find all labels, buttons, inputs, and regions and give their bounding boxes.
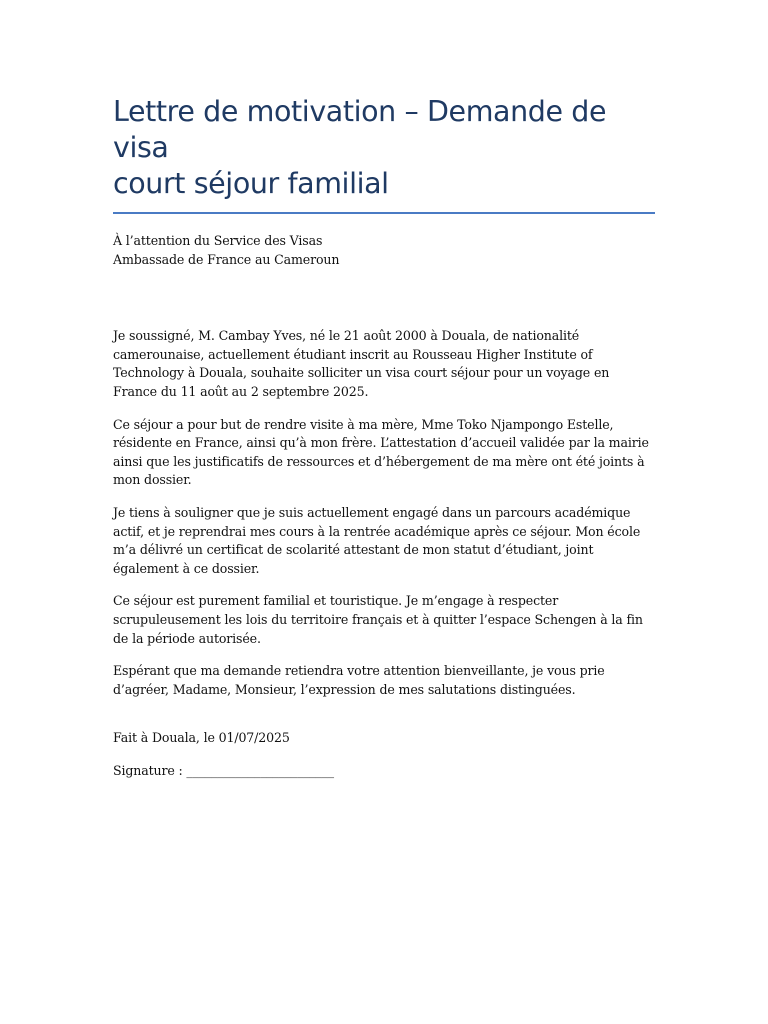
paragraph-studies: Je tiens à souligner que je suis actuellement engagé dans un parcours académique actif, et je reprendrai mes cours à la rentrée académique après ce séjour. Mon école m’a délivré un certificat de scolarité attestant de mon statut d’étudiant, joint également à ce dossier. <box>113 504 641 576</box>
recipient-line-1: À l’attention du Service des Visas <box>113 233 323 248</box>
document-page <box>113 94 655 780</box>
letter-title-line-1: Lettre de motivation – Demande de visa <box>113 95 607 164</box>
paragraph-commitment: Ce séjour est purement familial et touristique. Je m’engage à respecter scrupuleusement les lois du territoire français et à quitter l’espace Schengen à la fin de la période autorisée. <box>113 593 643 646</box>
recipient-line-2: Ambassade de France au Cameroun <box>113 251 340 267</box>
recipient-address <box>113 232 655 269</box>
letter-title <box>113 94 655 202</box>
paragraph-introduction: Je soussigné, M. Cambay Yves, né le 21 août 2000 à Douala, de nationalité camerounaise, actuellement étudiant inscrit au Rousseau Higher Institute of Technology à Douala, souhaite solliciter un visa court séjour pour un voyage en France du 11 août au 2 septembre 2025. <box>113 328 610 399</box>
paragraph-purpose: Ce séjour a pour but de rendre visite à ma mère, Mme Toko Njampongo Estelle, résidente en France, ainsi qu’à mon frère. L’attestation d’accueil validée par la mairie ainsi que les justificatifs de ressources et d’hébergement de ma mère ont été joints à mon dossier. <box>113 416 649 488</box>
title-underline-rule <box>113 212 655 214</box>
letter-title-line-2: court séjour familial <box>113 167 389 200</box>
place-and-date: Fait à Douala, le 01/07/2025 <box>113 730 290 746</box>
signature-line: Signature : ________________________ <box>113 762 334 778</box>
paragraph-closing-salutation: Espérant que ma demande retiendra votre attention bienveillante, je vous prie d’agréer, Madame, Monsieur, l’expression de mes salutations distinguées. <box>113 663 605 697</box>
